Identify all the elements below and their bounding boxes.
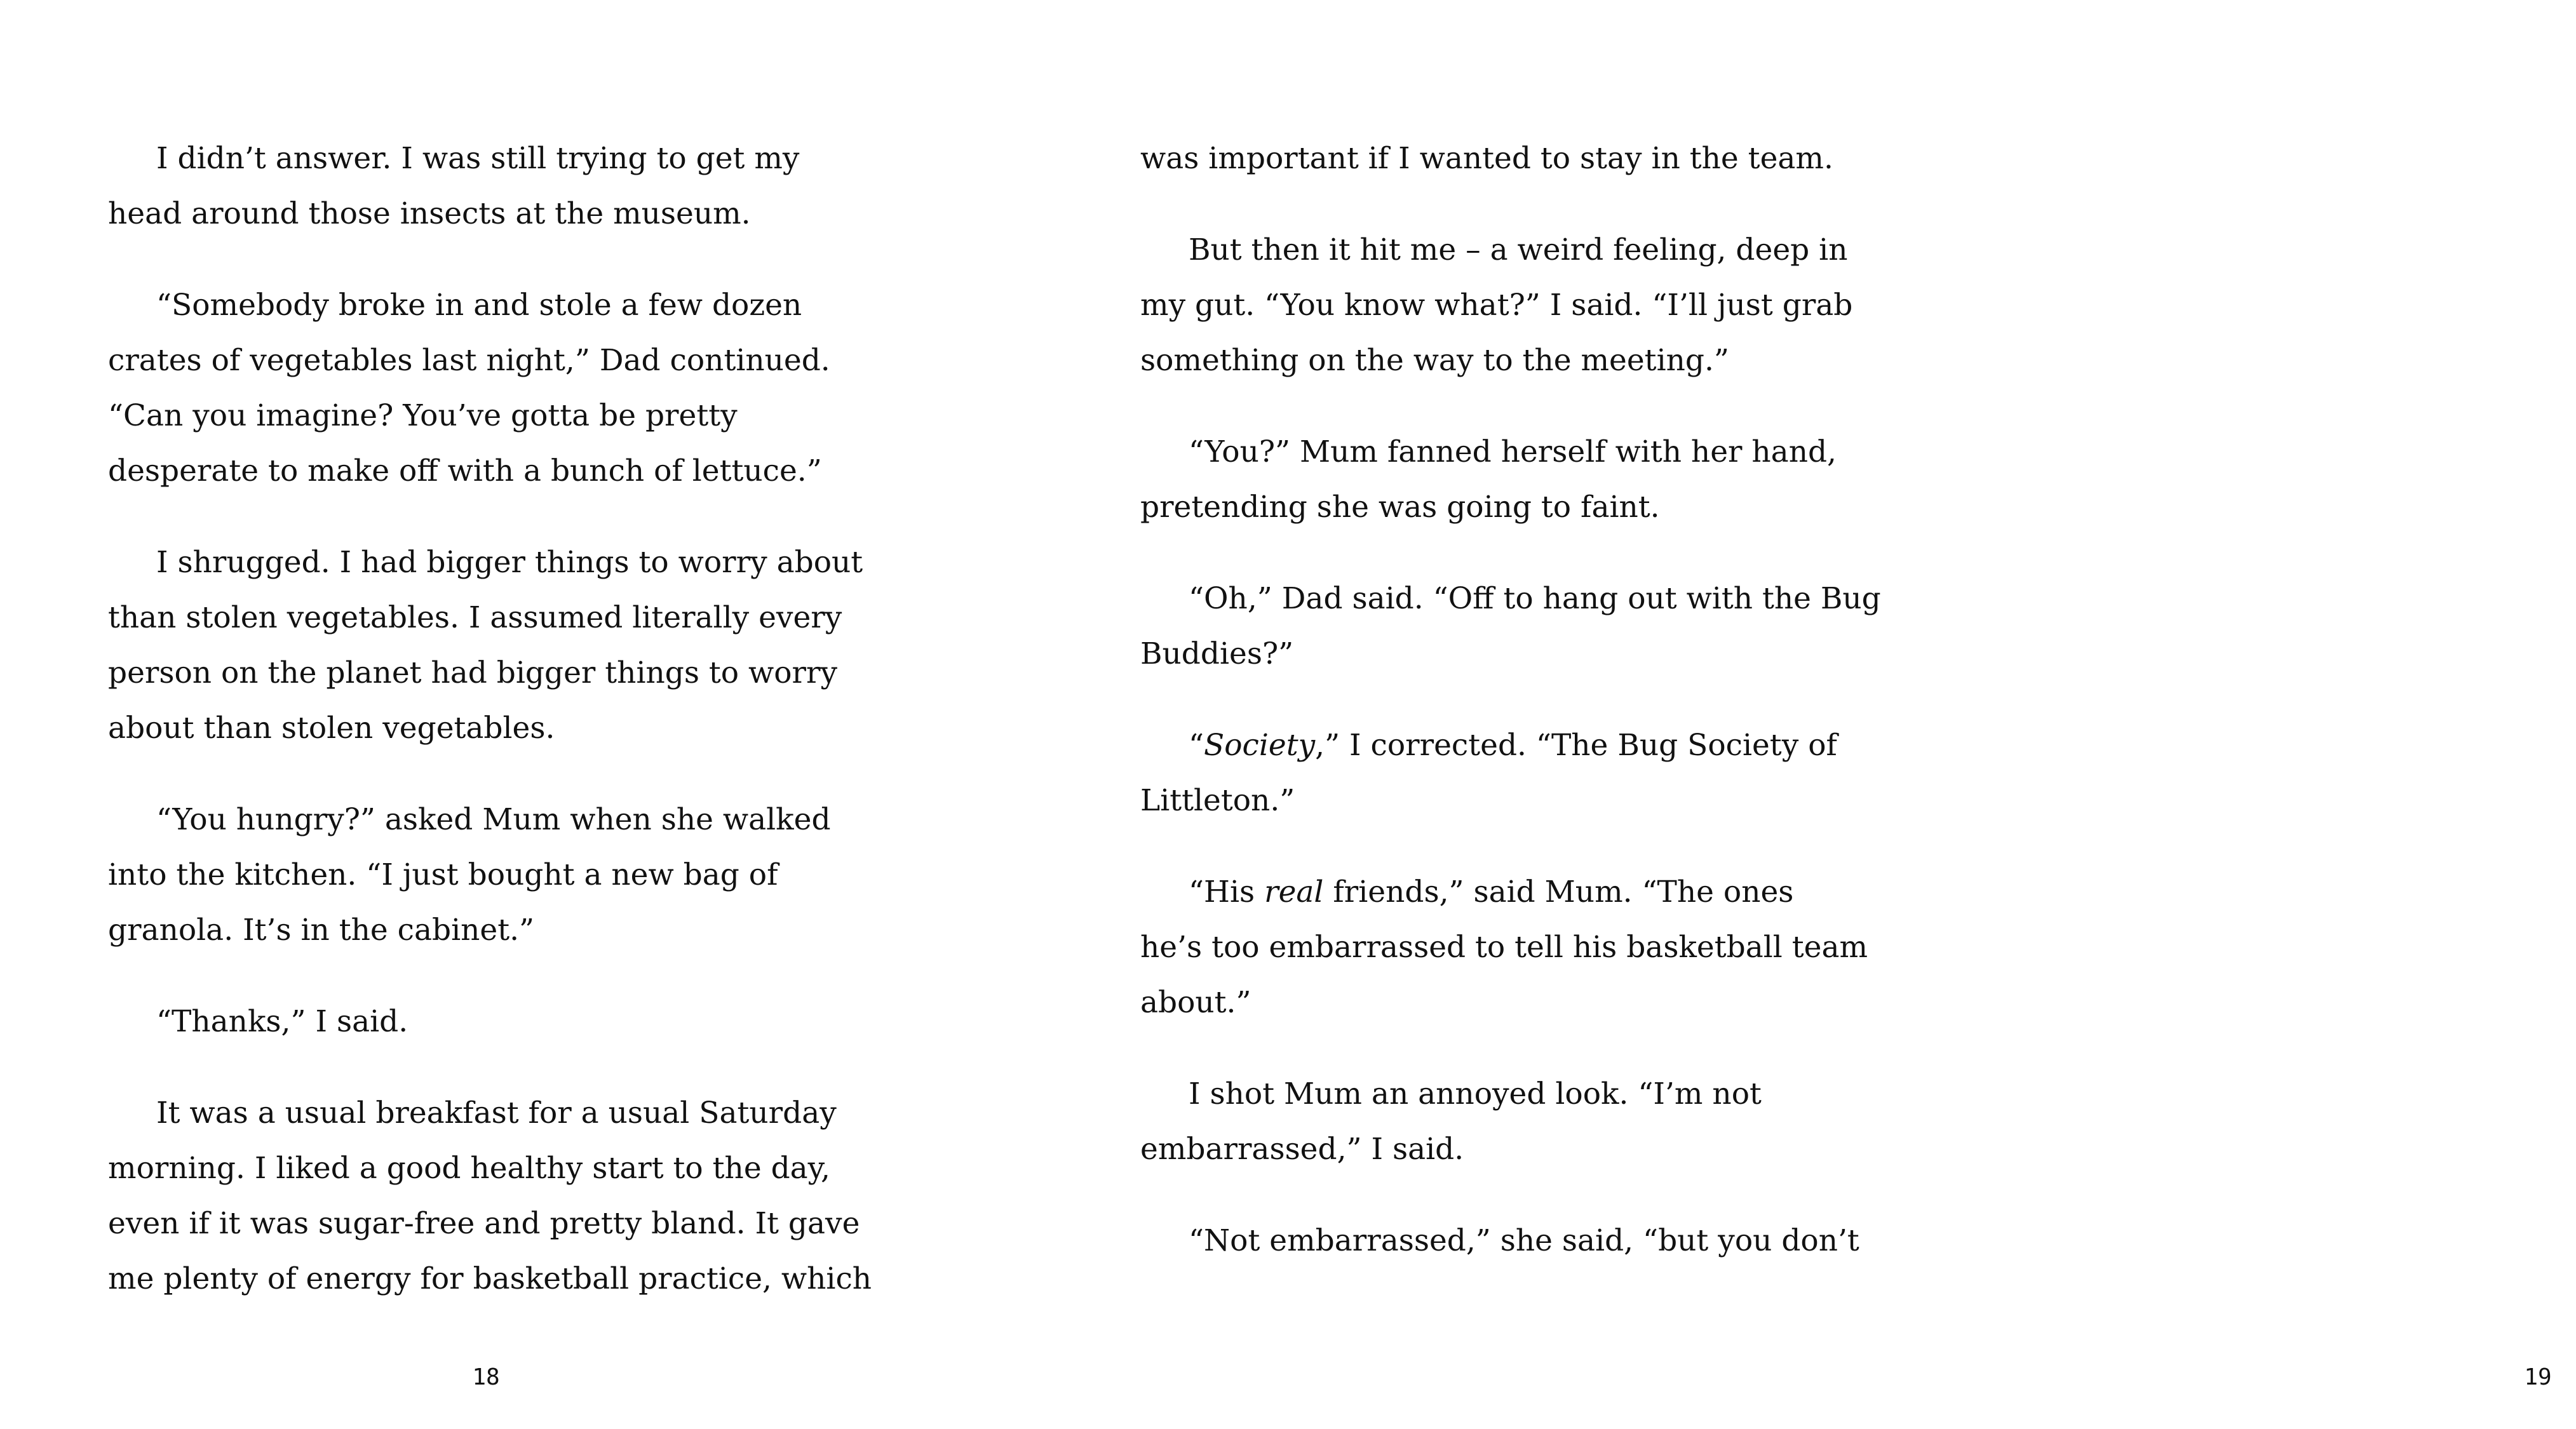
paragraph: “Oh,” Dad said. “Off to hang out with the Bug Buddies?” bbox=[1140, 581, 1881, 671]
paragraph: I shrugged. I had bigger things to worry about than stolen vegetables. I assumed literally every person on the planet had bigger things to worry about than stolen vegetables. bbox=[108, 545, 863, 746]
paragraph bbox=[1140, 864, 1903, 1030]
right-page-body bbox=[1140, 131, 1903, 1305]
quote-mark: “ bbox=[1189, 728, 1204, 763]
paragraph-rest: ,” I corrected. “The Bug Society of Littleton.” bbox=[1140, 728, 1837, 818]
paragraph-rest: friends,” said Mum. “The ones he’s too embarrassed to tell his basketball team about.” bbox=[1140, 875, 1868, 1020]
left-page bbox=[0, 0, 1001, 1429]
paragraph: “Thanks,” I said. bbox=[156, 1004, 408, 1039]
page-number: 19 bbox=[2524, 1364, 2552, 1390]
paragraph: I didn’t answer. I was still trying to get my head around those insects at the museum. bbox=[108, 141, 800, 231]
paragraph: But then it hit me – a weird feeling, deep in my gut. “You know what?” I said. “I’ll just grab something on the way to the meeting.” bbox=[1140, 232, 1853, 378]
paragraph: It was a usual breakfast for a usual Saturday morning. I liked a good healthy start to the day, even if it was sugar-free and pretty bland. It gave me plenty of energy for basketball practice, which bbox=[108, 1096, 872, 1296]
paragraph: “You hungry?” asked Mum when she walked into the kitchen. “I just bought a new bag of granola. It’s in the cabinet.” bbox=[108, 802, 831, 948]
left-page-body bbox=[108, 131, 908, 1343]
paragraph bbox=[1140, 718, 1903, 828]
emphasis: real bbox=[1264, 875, 1324, 909]
emphasis: Society bbox=[1204, 728, 1316, 763]
paragraph: “Somebody broke in and stole a few dozen crates of vegetables last night,” Dad continued. “Can you imagine? You’ve gotta be pretty desperate to make off with a bunch of lettuce.” bbox=[108, 288, 830, 488]
paragraph: “Not embarrassed,” she said, “but you don’t bbox=[1189, 1223, 1859, 1258]
page-number: 18 bbox=[472, 1364, 500, 1390]
paragraph: “You?” Mum fanned herself with her hand, pretending she was going to faint. bbox=[1140, 434, 1837, 525]
paragraph-start: “His bbox=[1189, 875, 1265, 909]
paragraph-continued: was important if I wanted to stay in the team. bbox=[1140, 141, 1833, 176]
paragraph: I shot Mum an annoyed look. “I’m not embarrassed,” I said. bbox=[1140, 1077, 1762, 1167]
